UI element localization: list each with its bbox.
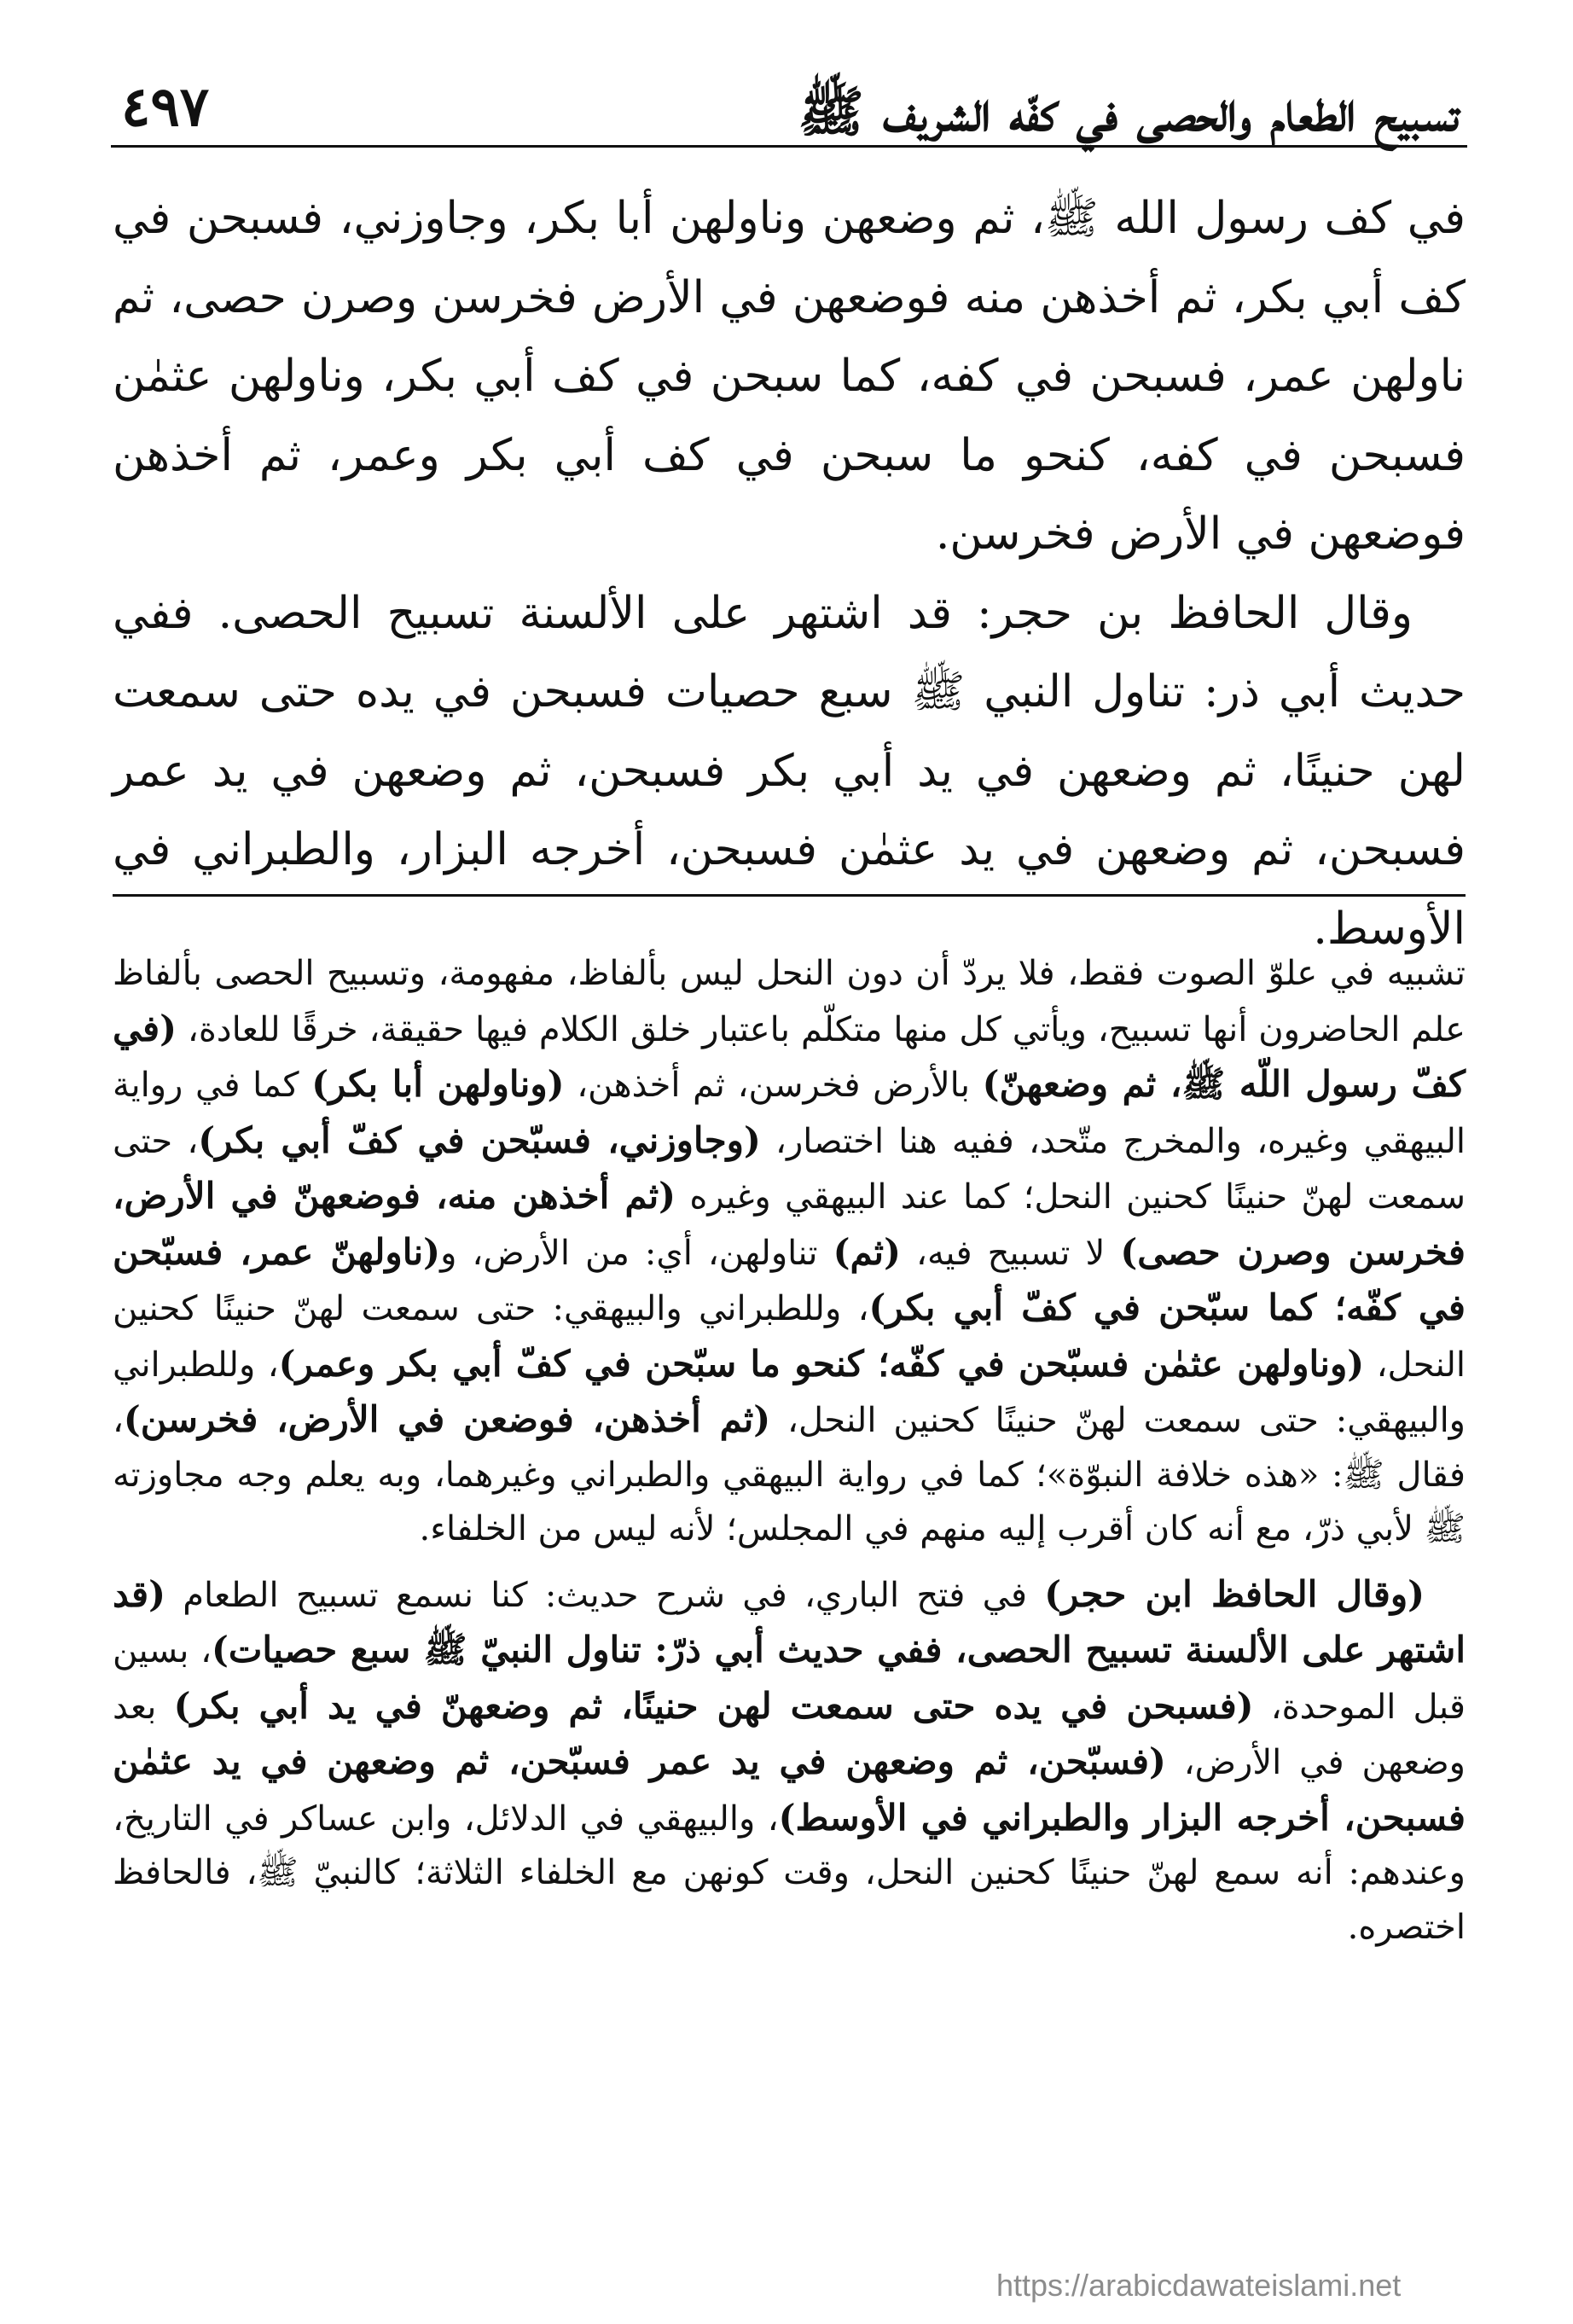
commentary-paragraph	[113, 947, 1466, 1557]
quoted-text-segment: (وقال الحافظ ابن حجر)	[1044, 1572, 1425, 1615]
footnote-divider	[113, 894, 1466, 897]
quoted-text-segment: (وجاوزني، فسبّحن في كفّ أبي بكر)	[198, 1118, 761, 1161]
commentary-segment: بعد وضعهن في الأرض،	[113, 1687, 1466, 1782]
commentary-segment: ، بسين قبل الموحدة،	[113, 1631, 1466, 1727]
main-paragraph: وقال الحافظ بن حجر: قد اشتهر على الألسنة تسبيح الحصى. ففي حديث أبي ذر: تناول النبي ﷺ سبع حصيات فسبحن في يده حتى سمعت لهن حنينًا، ثم وضعهن في يد أبي بكر فسبحن، ثم وضعهن في يد عمر فسبحن، ثم وضعهن في يد عثمٰن فسبحن، أخرجه البزار، والطبراني في الأوسط.	[113, 587, 1466, 955]
commentary-text	[113, 947, 1466, 1955]
quoted-text-segment: (ثم أخذهن، فوضعن في الأرض، فخرسن)	[123, 1398, 771, 1440]
quoted-text-segment: (فسبّحن، ثم وضعهن في يد عمر فسبّحن، ثم وضعهن في يد عثمٰن فسبحن، أخرجه البزار والطبراني في الأوسط)	[113, 1740, 1466, 1839]
commentary-segment: ، فقال ﷺ: «هذه خلافة النبوّة»؛ كما في رواية البيهقي والطبراني وغيرهما، وبه يعلم وجه مجاوزته ﷺ لأبي ذرّ، مع أنه كان أقرب إليه منهم في المجلس؛ لأنه ليس من الخلفاء.	[113, 1401, 1466, 1548]
quoted-text-segment: (ثم)	[833, 1230, 901, 1273]
commentary-segment: في فتح الباري، في شرح حديث: كنا نسمع تسبيح الطعام	[165, 1575, 1045, 1615]
commentary-segment: بالأرض فخرسن، ثم أخذهن،	[564, 1066, 983, 1105]
commentary-segment: ، حتى سمعت لهنّ حنينًا كحنين النحل؛ كما عند البيهقي وغيره	[113, 1121, 1466, 1217]
commentary-segment: ، وللطبراني والبيهقي: حتى سمعت لهنّ حنينًا كحنين النحل،	[113, 1289, 1466, 1385]
quoted-text-segment: (وناولهن أبا بكر)	[311, 1063, 565, 1105]
main-text	[113, 179, 1466, 968]
watermark-url: https://arabicdawateislami.net	[996, 2268, 1402, 2303]
commentary-segment: ، والبيهقي في الدلائل، وابن عساكر في التاريخ، وعندهم: أنه سمع لهنّ حنينًا كحنين النحل، وقت كونهن مع الخلفاء الثلاثة؛ كالنبيّ ﷺ، فالحافظ اختصره.	[113, 1798, 1466, 1947]
commentary-segment: كما في رواية البيهقي وغيره، والمخرج متّحد، ففيه هنا اختصار،	[113, 1066, 1466, 1161]
commentary-paragraph	[113, 1567, 1466, 1955]
quoted-text-segment: (في كفّ رسول اللّه ﷺ، ثم وضعهنّ)	[113, 1007, 1466, 1105]
commentary-segment: لا تسبيح فيه،	[901, 1233, 1121, 1273]
commentary-segment: تشبيه في علوّ الصوت فقط، فلا يردّ أن دون النحل ليس بألفاظ، مفهومة، وتسبيح الحصى بألفاظ علم الحاضرون أنها تسبيح، ويأتي كل منها متكلّم باعتبار خلق الكلام فيها حقيقة، خرقًا للعادة،	[113, 954, 1466, 1049]
quoted-text-segment: (فسبحن في يده حتى سمعت لهن حنينًا، ثم وضعهنّ في يد أبي بكر)	[173, 1684, 1254, 1727]
commentary-segment: ، وللطبراني والبيهقي: حتى سمعت لهنّ حنينًا كحنين النحل،	[113, 1345, 1466, 1440]
running-title: تسبيح الطعام والحصى في كفّه الشريف ﷺ	[798, 80, 1459, 144]
quoted-text-segment: (ناولهنّ عمر، فسبّحن في كفّه؛ كما سبّحن في كفّ أبي بكر)	[113, 1230, 1466, 1328]
quoted-text-segment: (ثم أخذهن منه، فوضعهنّ في الأرض، فخرسن وصرن حصى)	[113, 1175, 1466, 1273]
main-paragraph: في كف رسول الله ﷺ، ثم وضعهن وناولهن أبا بكر، وجاوزني، فسبحن في كف أبي بكر، ثم أخذهن منه فوضعهن في الأرض فخرسن وصرن حصى، ثم ناولهن عمر، فسبحن في كفه، كما سبحن في كف أبي بكر، وناولهن عثمٰن فسبحن في كفه، كنحو ما سبحن في كف أبي بكر وعمر، ثم أخذهن فوضعهن في الأرض فخرسن.	[113, 193, 1466, 560]
quoted-text-segment: (قد اشتهر على الألسنة تسبيح الحصى، ففي حديث أبي ذرّ: تناول النبيّ ﷺ سبع حصيات)	[113, 1572, 1466, 1670]
quoted-text-segment: (وناولهن عثمٰن فسبّحن في كفّه؛ كنحو ما سبّحن في كفّ أبي بكر وعمر)	[278, 1342, 1365, 1385]
commentary-segment: تناولهن، أي: من الأرض، و	[440, 1233, 833, 1273]
page-header	[111, 67, 1467, 148]
page-number: ٤٩٧	[121, 75, 210, 139]
